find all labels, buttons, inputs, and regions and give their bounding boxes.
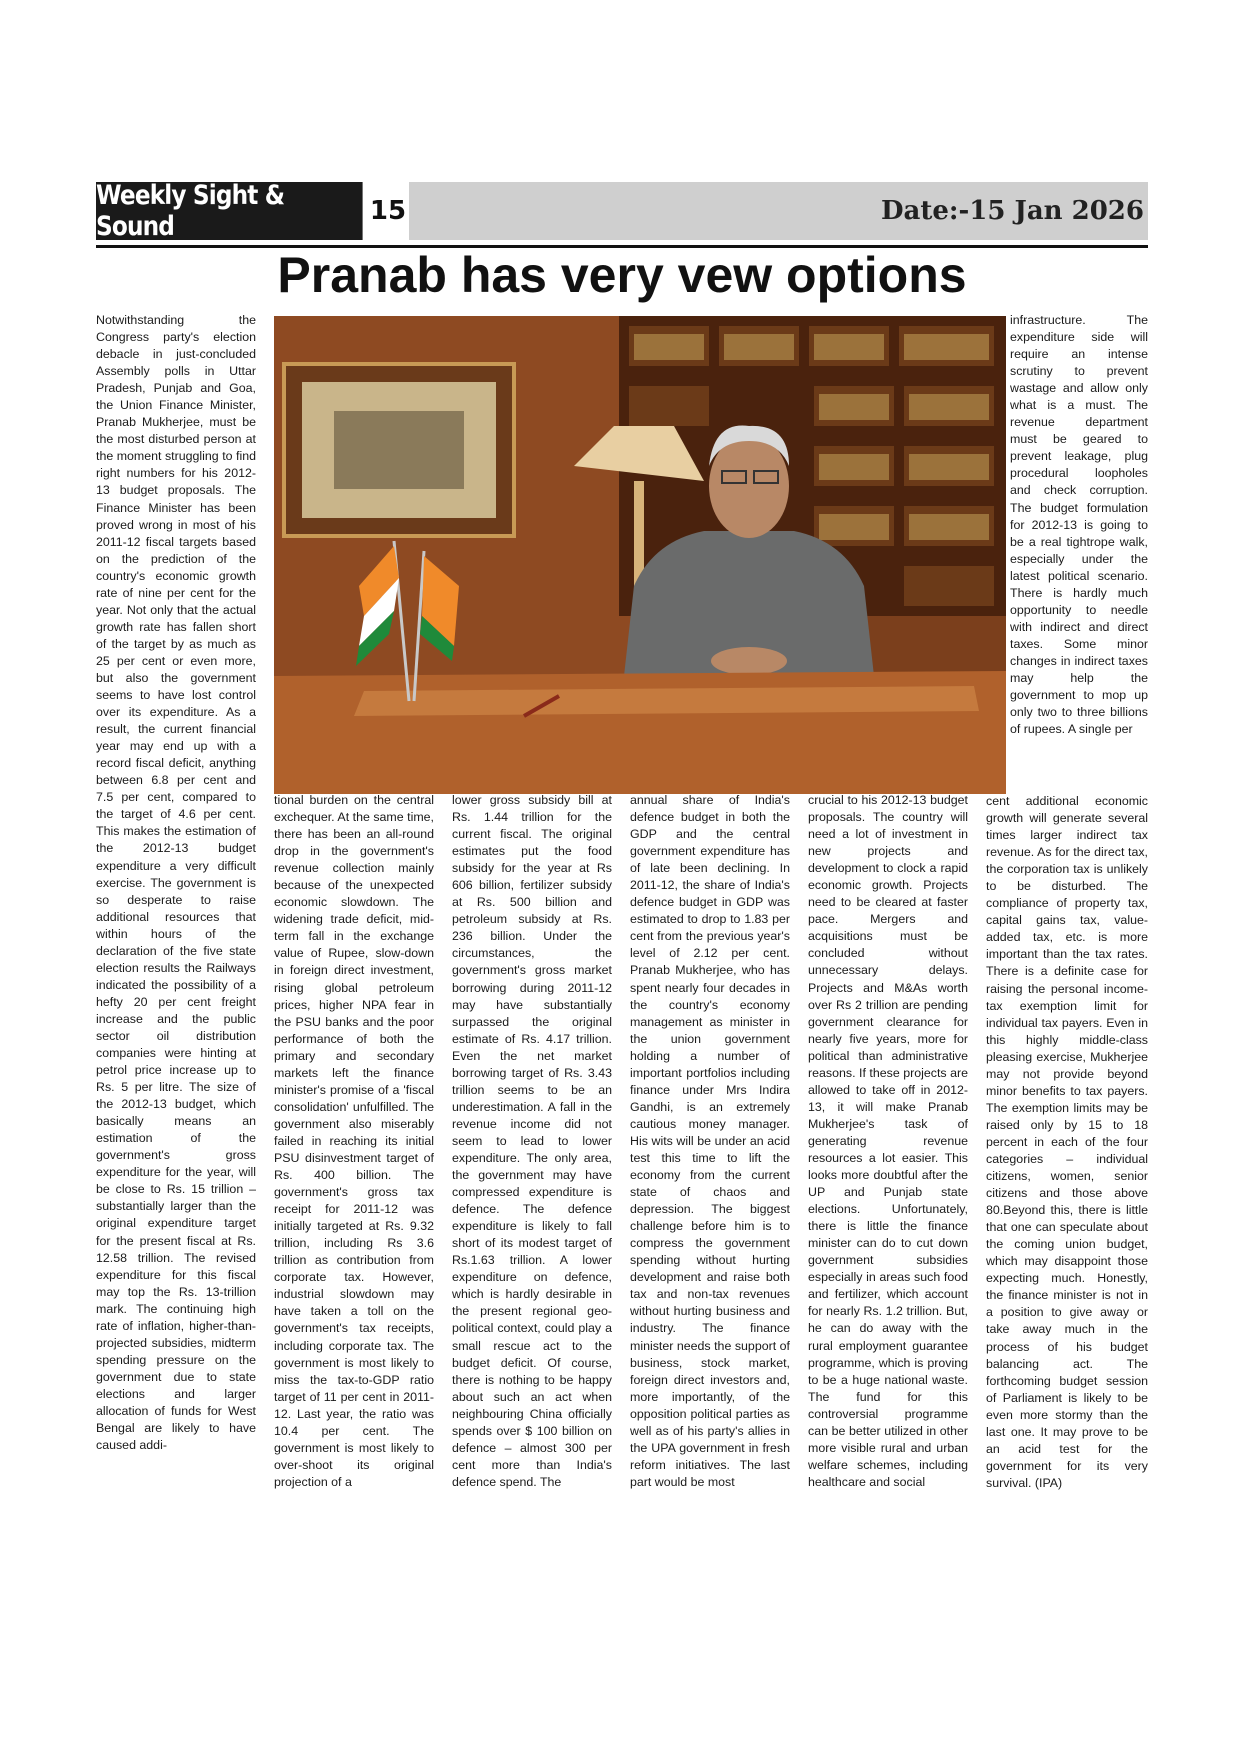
article-text: Notwithstanding the Congress party's election debacle in just-concluded Assembly polls in Uttar Pradesh, Punjab and Goa, the Union Finance Minister, Pranab Mukherjee, must be the most disturbed person at the moment struggling to find right numbers for his 2012-13 budget proposals. The Finance Minister has been proved wrong in most of his 2011-12 fiscal targets based on the prediction of the country's economic growth rate of nine per cent for the year. Not only that the actual growth rate has fallen short of the target by as much as 25 per cent or even more, but also the government seems to have lost control over its expenditure. As a result, the current financial year may end up with a record fiscal deficit, anything between 6.8 per cent and 7.5 per cent, compared to the target of 4.6 per cent. This makes the estimation of the 2012-13 budget expenditure a very difficult exercise. The government is so desperate to raise additional resources that within hours of the declaration of the five state election results the Railways indicated the possibility of a hefty 20 per cent freight increase and the public sector oil distribution companies were hinting at petrol price increase up to Rs. 5 per litre. The size of the 2012-13 budget, which basically means an estimation of the government's gross expenditure for the year, will be close to Rs. 15 trillion – substantially larger than the original expenditure target for the present fiscal at Rs. 12.58 trillion. The revised expenditure for this fiscal may top the Rs. 13-trillion mark. The continuing high rate of inflation, higher-than-projected subsidies, midterm spending pressure on the government due to state elections and larger allocation of funds for West Bengal are likely to have caused addi- <box>96 313 256 1453</box>
publication-name: Weekly Sight & Sound <box>96 182 363 240</box>
article-text: cent additional economic growth will generate several times larger indirect tax revenue. As for the direct tax, the corporation tax is unlikely to be disturbed. The compliance of property tax, capital gains tax, value-added tax, etc. is more important than the tax rates. There is a definite case for raising the personal income-tax exemption limit for individual tax payers. Even in this highly middle-class pleasing exercise, Mukherjee may not provide beyond minor benefits to tax payers. The exemption limits may be raised only by 15 to 18 percent in each of the four categories – individual citizens, women, senior citizens and those above 80.Beyond this, there is little that one can speculate about the coming union budget, which may disappoint those expecting much. Honestly, the finance minister is not in a position to give away or take away much in the process of his budget balancing act. The forthcoming budget session of Parliament is likely to be even more stormy than the last one. It may prove to be an acid test for the government for its very survival. (IPA) <box>986 794 1148 1490</box>
article-column-6-bottom <box>986 793 1148 1492</box>
article-column-5 <box>808 792 968 1491</box>
article-text: crucial to his 2012-13 budget proposals. The country will need a lot of investment in new projects and development to clock a rapid economic growth. Projects need to be cleared at faster pace. Mergers and acquisitions must be concluded without unnecessary delays. Projects and M&As worth over Rs 2 trillion are pending government clearance for nearly five years, more for political than administrative reasons. If these projects are allowed to take off in 2012-13, it will make Pranab Mukherjee's task of generating revenue resources a lot easier. This looks more doubtful after the UP and Punjab state elections. Unfortunately, there is little the finance minister can do to cut down government subsidies especially in areas such food and fertilizer, which account for nearly Rs. 1.2 trillion. But, he can do away with the rural employment guarantee programme, which is proving to be a huge national waste. The fund for this controversial programme can be better utilized in other more visible rural and urban welfare schemes, including healthcare and social <box>808 793 968 1489</box>
article-column-3 <box>452 792 612 1491</box>
article-photo <box>274 316 1006 794</box>
page-number: 15 <box>367 182 409 240</box>
article-text: infrastructure. The expenditure side will require an intense scrutiny to prevent wastage and allow only what is a must. The revenue department must be geared to prevent leakage, plug procedural loopholes and check corruption. The budget formulation for 2012-13 is going to be a real tightrope walk, especially under the latest political scenario. There is hardly much opportunity to needle with indirect and direct taxes. Some minor changes in indirect taxes may help the government to mop up only two to three billions of rupees. A single per <box>1010 313 1148 737</box>
masthead <box>96 182 1148 240</box>
article-column-6-top <box>1010 312 1148 738</box>
issue-date: Date:-15 Jan 2026 <box>880 196 1144 226</box>
article-column-1 <box>96 312 256 1454</box>
headline: Pranab has very vew options <box>277 247 967 303</box>
article-column-2 <box>274 792 434 1491</box>
article-text: lower gross subsidy bill at Rs. 1.44 trillion for the current fiscal. The original estimates put the food subsidy for the year at Rs 606 billion, fertilizer subsidy at Rs. 500 billion and petroleum subsidy at Rs. 236 billion. Under the circumstances, the government's gross market borrowing during 2011-12 may have substantially surpassed the original estimate of Rs. 4.17 trillion. Even the net market borrowing target of Rs. 3.43 trillion seems to be an underestimation. A fall in the revenue income did not seem to lead to lower expenditure. The only area, the government may have compressed expenditure is defence. The defence expenditure is likely to fall short of its modest target of Rs.1.63 trillion. A lower expenditure on defence, which is hardly desirable in the present regional geo-political context, could play a small rescue act to the budget deficit. Of course, there is nothing to be happy about such an act when neighbouring China officially spends over $ 100 billion on defence – almost 300 per cent more than India's defence spend. The <box>452 793 612 1489</box>
article-column-4 <box>630 792 790 1491</box>
article-text: tional burden on the central exchequer. At the same time, there has been an all-round drop in the government's revenue collection mainly because of the unexpected economic slowdown. The widening trade deficit, mid-term fall in the exchange value of Rupee, slow-down in foreign direct investment, rising global petroleum prices, higher NPA fear in the PSU banks and the poor performance of both the primary and secondary markets left the finance minister's promise of a 'fiscal consolidation' unfulfilled. The government also miserably failed in reaching its initial PSU disinvestment target of Rs. 400 billion. The government's gross tax receipt for 2011-12 was initially targeted at Rs. 9.32 trillion, including Rs 3.6 trillion as contribution from corporate tax. However, industrial slowdown may have taken a toll on the government's tax receipts, including corporate tax. The government is most likely to miss the tax-to-GDP ratio target of 11 per cent in 2011-12. Last year, the ratio was 10.4 per cent. The government is most likely to over-shoot its original projection of a <box>274 793 434 1489</box>
article-text: annual share of India's defence budget in both the GDP and the central government expenditure has of late been declining. In 2011-12, the share of India's defence budget in GDP was estimated to drop to 1.83 per cent from the previous year's level of 2.12 per cent. Pranab Mukherjee, who has spent nearly four decades in the country's economy management as minister in the union government holding a number of important portfolios including finance under Mrs Indira Gandhi, is an extremely cautious money manager. His wits will be under an acid test this time to lift the economy from the current state of chaos and depression. The biggest challenge before him is to compress the government spending without hurting development and raise both tax and non-tax revenues without hurting business and industry. The finance minister needs the support of business, stock market, foreign direct investors and, more importantly, of the opposition political parties as well as of his party's allies in the UPA government in fresh reform initiatives. The last part would be most <box>630 793 790 1489</box>
